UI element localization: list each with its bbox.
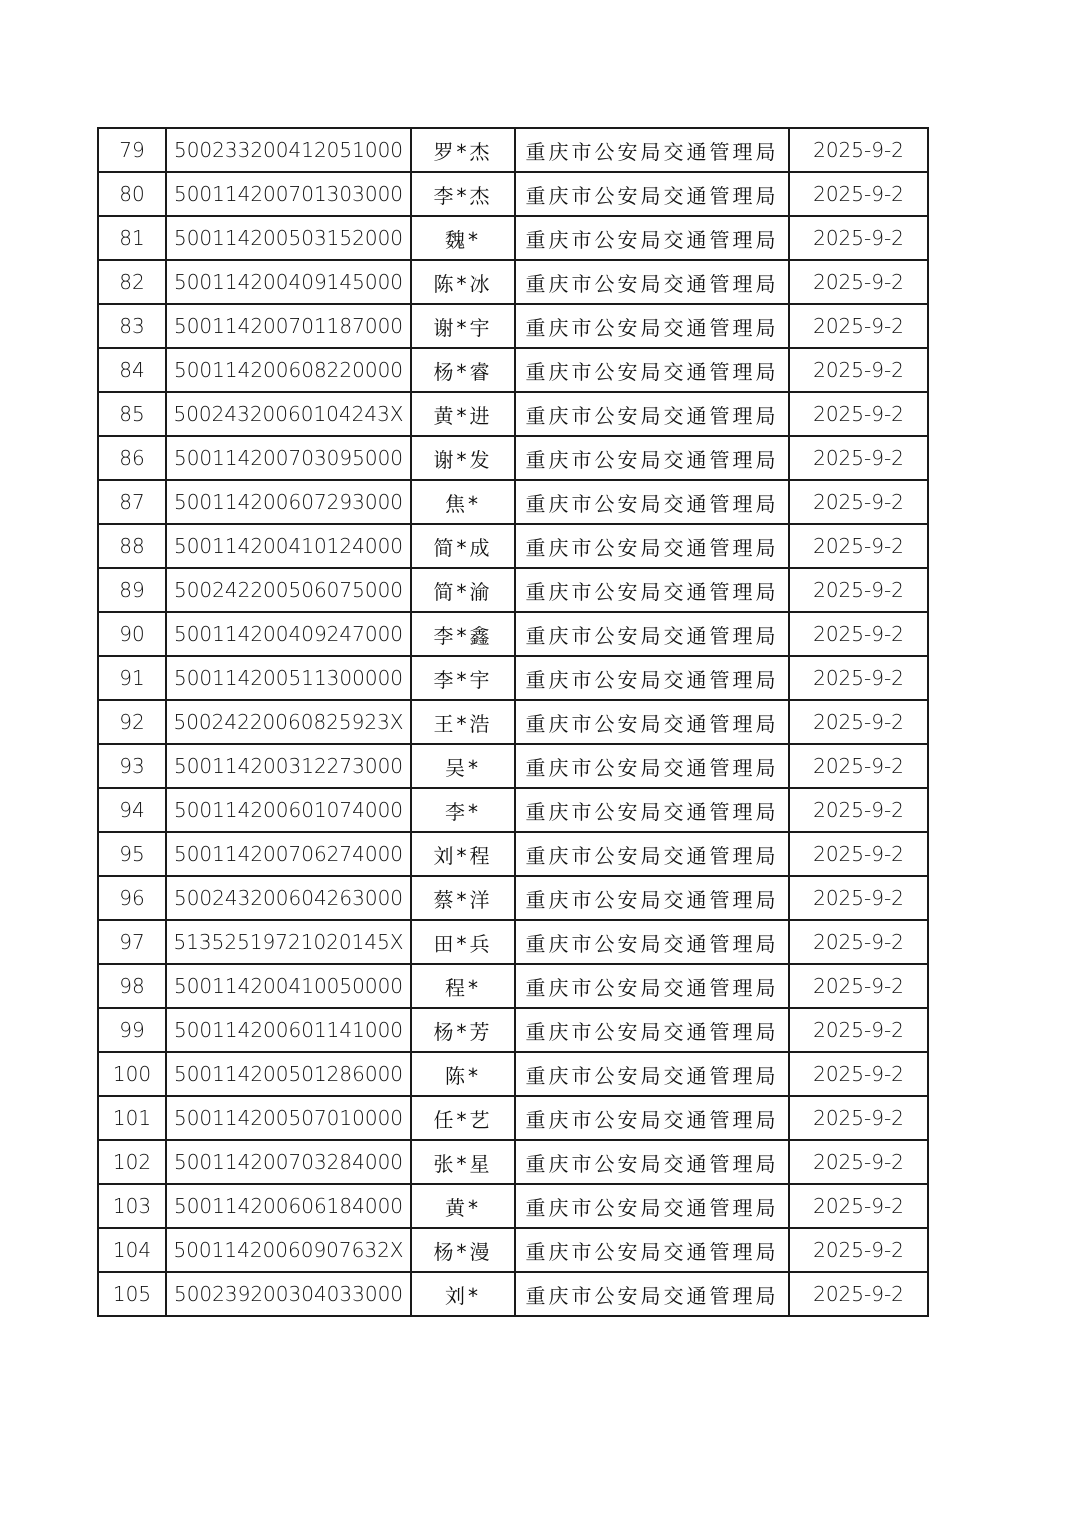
sequence-number-cell: 86 xyxy=(98,436,166,480)
date-cell: 2025-9-2 xyxy=(789,788,928,832)
organization-cell: 重庆市公安局交通管理局 xyxy=(515,744,789,788)
organization-cell: 重庆市公安局交通管理局 xyxy=(515,832,789,876)
organization-cell: 重庆市公安局交通管理局 xyxy=(515,348,789,392)
table-row xyxy=(98,568,928,612)
table-row xyxy=(98,1140,928,1184)
date-cell: 2025-9-2 xyxy=(789,700,928,744)
table-row xyxy=(98,128,928,172)
organization-cell: 重庆市公安局交通管理局 xyxy=(515,480,789,524)
person-name-cell: 简*渝 xyxy=(411,568,515,612)
person-name-cell: 杨*睿 xyxy=(411,348,515,392)
date-cell: 2025-9-2 xyxy=(789,1140,928,1184)
organization-cell: 重庆市公安局交通管理局 xyxy=(515,1052,789,1096)
person-name-cell: 杨*漫 xyxy=(411,1228,515,1272)
id-number-cell: 500114200701303000 xyxy=(166,172,411,216)
sequence-number-cell: 99 xyxy=(98,1008,166,1052)
person-name-cell: 杨*芳 xyxy=(411,1008,515,1052)
date-cell: 2025-9-2 xyxy=(789,656,928,700)
organization-cell: 重庆市公安局交通管理局 xyxy=(515,1096,789,1140)
table-row xyxy=(98,216,928,260)
sequence-number-cell: 104 xyxy=(98,1228,166,1272)
id-number-cell: 500243200604263000 xyxy=(166,876,411,920)
organization-cell: 重庆市公安局交通管理局 xyxy=(515,656,789,700)
sequence-number-cell: 95 xyxy=(98,832,166,876)
id-number-cell: 500114200607293000 xyxy=(166,480,411,524)
table-row xyxy=(98,700,928,744)
organization-cell: 重庆市公安局交通管理局 xyxy=(515,216,789,260)
organization-cell: 重庆市公安局交通管理局 xyxy=(515,392,789,436)
id-number-cell: 500114200410124000 xyxy=(166,524,411,568)
sequence-number-cell: 94 xyxy=(98,788,166,832)
id-number-cell: 50024220060825923X xyxy=(166,700,411,744)
person-name-cell: 王*浩 xyxy=(411,700,515,744)
organization-cell: 重庆市公安局交通管理局 xyxy=(515,1008,789,1052)
id-number-cell: 500114200507010000 xyxy=(166,1096,411,1140)
table-row xyxy=(98,172,928,216)
date-cell: 2025-9-2 xyxy=(789,216,928,260)
sequence-number-cell: 105 xyxy=(98,1272,166,1316)
sequence-number-cell: 80 xyxy=(98,172,166,216)
sequence-number-cell: 89 xyxy=(98,568,166,612)
id-number-cell: 500114200703284000 xyxy=(166,1140,411,1184)
organization-cell: 重庆市公安局交通管理局 xyxy=(515,964,789,1008)
table-row xyxy=(98,480,928,524)
person-name-cell: 简*成 xyxy=(411,524,515,568)
sequence-number-cell: 90 xyxy=(98,612,166,656)
person-name-cell: 谢*发 xyxy=(411,436,515,480)
id-number-cell: 500114200701187000 xyxy=(166,304,411,348)
id-number-cell: 500114200409247000 xyxy=(166,612,411,656)
id-number-cell: 500114200312273000 xyxy=(166,744,411,788)
table-row xyxy=(98,1228,928,1272)
date-cell: 2025-9-2 xyxy=(789,1184,928,1228)
organization-cell: 重庆市公安局交通管理局 xyxy=(515,524,789,568)
person-name-cell: 李*宇 xyxy=(411,656,515,700)
sequence-number-cell: 96 xyxy=(98,876,166,920)
sequence-number-cell: 81 xyxy=(98,216,166,260)
organization-cell: 重庆市公安局交通管理局 xyxy=(515,172,789,216)
sequence-number-cell: 85 xyxy=(98,392,166,436)
person-name-cell: 李*鑫 xyxy=(411,612,515,656)
date-cell: 2025-9-2 xyxy=(789,832,928,876)
id-number-cell: 500114200601141000 xyxy=(166,1008,411,1052)
person-name-cell: 黄*进 xyxy=(411,392,515,436)
table-row xyxy=(98,1008,928,1052)
person-name-cell: 蔡*洋 xyxy=(411,876,515,920)
id-number-cell: 500114200601074000 xyxy=(166,788,411,832)
sequence-number-cell: 83 xyxy=(98,304,166,348)
sequence-number-cell: 79 xyxy=(98,128,166,172)
organization-cell: 重庆市公安局交通管理局 xyxy=(515,920,789,964)
sequence-number-cell: 93 xyxy=(98,744,166,788)
date-cell: 2025-9-2 xyxy=(789,612,928,656)
organization-cell: 重庆市公安局交通管理局 xyxy=(515,436,789,480)
table-row xyxy=(98,304,928,348)
id-number-cell: 50024320060104243X xyxy=(166,392,411,436)
table-row xyxy=(98,348,928,392)
organization-cell: 重庆市公安局交通管理局 xyxy=(515,700,789,744)
organization-cell: 重庆市公安局交通管理局 xyxy=(515,304,789,348)
date-cell: 2025-9-2 xyxy=(789,304,928,348)
id-number-cell: 500114200410050000 xyxy=(166,964,411,1008)
table-row xyxy=(98,1184,928,1228)
sequence-number-cell: 92 xyxy=(98,700,166,744)
id-number-cell: 500233200412051000 xyxy=(166,128,411,172)
date-cell: 2025-9-2 xyxy=(789,1228,928,1272)
id-number-cell: 500114200606184000 xyxy=(166,1184,411,1228)
person-name-cell: 魏* xyxy=(411,216,515,260)
sequence-number-cell: 88 xyxy=(98,524,166,568)
organization-cell: 重庆市公安局交通管理局 xyxy=(515,568,789,612)
table-row xyxy=(98,744,928,788)
sequence-number-cell: 91 xyxy=(98,656,166,700)
date-cell: 2025-9-2 xyxy=(789,480,928,524)
person-name-cell: 刘* xyxy=(411,1272,515,1316)
date-cell: 2025-9-2 xyxy=(789,744,928,788)
sequence-number-cell: 98 xyxy=(98,964,166,1008)
person-name-cell: 吴* xyxy=(411,744,515,788)
date-cell: 2025-9-2 xyxy=(789,1008,928,1052)
table-row xyxy=(98,964,928,1008)
person-name-cell: 焦* xyxy=(411,480,515,524)
id-number-cell: 500114200703095000 xyxy=(166,436,411,480)
date-cell: 2025-9-2 xyxy=(789,436,928,480)
table-row xyxy=(98,876,928,920)
date-cell: 2025-9-2 xyxy=(789,392,928,436)
person-name-cell: 黄* xyxy=(411,1184,515,1228)
person-name-cell: 陈* xyxy=(411,1052,515,1096)
organization-cell: 重庆市公安局交通管理局 xyxy=(515,1272,789,1316)
date-cell: 2025-9-2 xyxy=(789,172,928,216)
person-name-cell: 程* xyxy=(411,964,515,1008)
date-cell: 2025-9-2 xyxy=(789,128,928,172)
id-number-cell: 500239200304033000 xyxy=(166,1272,411,1316)
sequence-number-cell: 103 xyxy=(98,1184,166,1228)
id-number-cell: 500114200511300000 xyxy=(166,656,411,700)
date-cell: 2025-9-2 xyxy=(789,1272,928,1316)
sequence-number-cell: 82 xyxy=(98,260,166,304)
table-row xyxy=(98,1096,928,1140)
table-row xyxy=(98,1272,928,1316)
person-name-cell: 任*艺 xyxy=(411,1096,515,1140)
date-cell: 2025-9-2 xyxy=(789,524,928,568)
date-cell: 2025-9-2 xyxy=(789,1096,928,1140)
table-row xyxy=(98,1052,928,1096)
date-cell: 2025-9-2 xyxy=(789,348,928,392)
sequence-number-cell: 100 xyxy=(98,1052,166,1096)
person-name-cell: 罗*杰 xyxy=(411,128,515,172)
table-row xyxy=(98,920,928,964)
person-name-cell: 谢*宇 xyxy=(411,304,515,348)
date-cell: 2025-9-2 xyxy=(789,964,928,1008)
date-cell: 2025-9-2 xyxy=(789,1052,928,1096)
table-row xyxy=(98,260,928,304)
sequence-number-cell: 84 xyxy=(98,348,166,392)
date-cell: 2025-9-2 xyxy=(789,568,928,612)
organization-cell: 重庆市公安局交通管理局 xyxy=(515,128,789,172)
date-cell: 2025-9-2 xyxy=(789,876,928,920)
sequence-number-cell: 102 xyxy=(98,1140,166,1184)
organization-cell: 重庆市公安局交通管理局 xyxy=(515,788,789,832)
id-number-cell: 500114200409145000 xyxy=(166,260,411,304)
person-name-cell: 李*杰 xyxy=(411,172,515,216)
table-row xyxy=(98,832,928,876)
table-row xyxy=(98,524,928,568)
sequence-number-cell: 101 xyxy=(98,1096,166,1140)
person-name-cell: 刘*程 xyxy=(411,832,515,876)
date-cell: 2025-9-2 xyxy=(789,920,928,964)
sequence-number-cell: 97 xyxy=(98,920,166,964)
organization-cell: 重庆市公安局交通管理局 xyxy=(515,1184,789,1228)
person-name-cell: 陈*冰 xyxy=(411,260,515,304)
table-row xyxy=(98,436,928,480)
person-name-cell: 田*兵 xyxy=(411,920,515,964)
roster-table xyxy=(97,127,929,1317)
person-name-cell: 张*星 xyxy=(411,1140,515,1184)
organization-cell: 重庆市公安局交通管理局 xyxy=(515,1140,789,1184)
table-row xyxy=(98,656,928,700)
id-number-cell: 51352519721020145X xyxy=(166,920,411,964)
table-row xyxy=(98,392,928,436)
id-number-cell: 500114200503152000 xyxy=(166,216,411,260)
date-cell: 2025-9-2 xyxy=(789,260,928,304)
id-number-cell: 500242200506075000 xyxy=(166,568,411,612)
organization-cell: 重庆市公安局交通管理局 xyxy=(515,260,789,304)
roster-table-body xyxy=(98,128,928,1316)
id-number-cell: 50011420060907632X xyxy=(166,1228,411,1272)
organization-cell: 重庆市公安局交通管理局 xyxy=(515,612,789,656)
organization-cell: 重庆市公安局交通管理局 xyxy=(515,876,789,920)
organization-cell: 重庆市公安局交通管理局 xyxy=(515,1228,789,1272)
table-row xyxy=(98,788,928,832)
id-number-cell: 500114200501286000 xyxy=(166,1052,411,1096)
sequence-number-cell: 87 xyxy=(98,480,166,524)
table-row xyxy=(98,612,928,656)
id-number-cell: 500114200608220000 xyxy=(166,348,411,392)
id-number-cell: 500114200706274000 xyxy=(166,832,411,876)
person-name-cell: 李* xyxy=(411,788,515,832)
